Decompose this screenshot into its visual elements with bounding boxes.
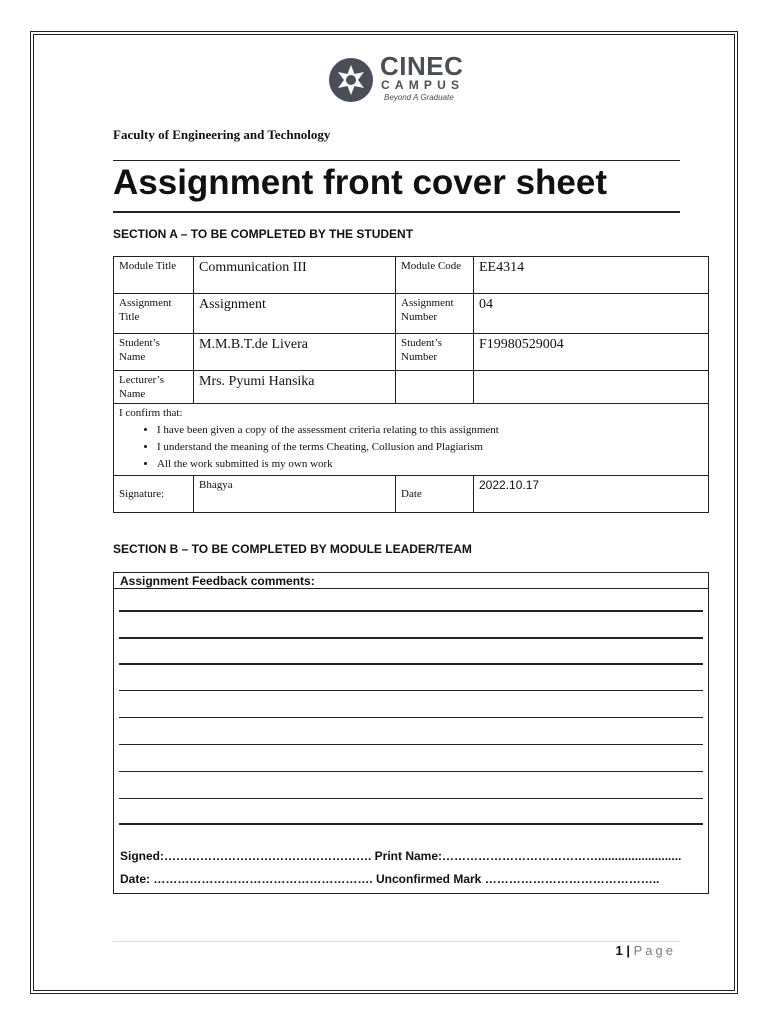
- confirm-item: • All the work submitted is my own work: [157, 456, 703, 473]
- feedback-box: [113, 572, 709, 894]
- date-label: Date: [396, 476, 474, 513]
- signature-label: Signature:: [114, 476, 194, 513]
- feedback-line: [119, 637, 703, 639]
- module-title-label: Module Title: [114, 257, 194, 294]
- logo-tagline: Beyond A Graduate: [384, 93, 454, 102]
- student-name-value: M.M.B.T.de Livera: [194, 334, 396, 371]
- feedback-line: [119, 771, 703, 772]
- page-word: Page: [633, 943, 676, 958]
- confirm-item: • I understand the meaning of the terms Cheating, Collusion and Plagiarism: [157, 439, 703, 456]
- empty-cell: [396, 371, 474, 404]
- assignment-title-value: Assignment: [194, 294, 396, 334]
- page-footer: [616, 943, 677, 958]
- cinec-star-icon: [328, 57, 374, 103]
- module-code-label: Module Code: [396, 257, 474, 294]
- student-name-label: Student’s Name: [114, 334, 194, 371]
- footer-rule: [113, 941, 680, 942]
- feedback-line: [119, 717, 703, 718]
- assignment-number-label: Assignment Number: [396, 294, 474, 334]
- feedback-line: [119, 744, 703, 745]
- cinec-logo: [328, 51, 468, 107]
- date-unconfirmed-mark-line: Date: ………………………………………………. Unconfirmed Mark ……………………………………..: [120, 872, 660, 886]
- confirmation-cell: [114, 404, 709, 476]
- feedback-line: [119, 798, 703, 799]
- module-code-value: EE4314: [474, 257, 709, 294]
- student-number-value: F19980529004: [474, 334, 709, 371]
- confirm-item: • I have been given a copy of the assessment criteria relating to this assignment: [157, 422, 703, 439]
- feedback-line: [119, 823, 703, 825]
- feedback-line: [119, 690, 703, 691]
- empty-cell: [474, 371, 709, 404]
- page-number: 1: [615, 943, 623, 958]
- confirm-intro: I confirm that:: [119, 407, 183, 419]
- signature-value: Bhagya: [194, 476, 396, 513]
- header-rule-top: [113, 160, 680, 161]
- logo-name: CINEC: [380, 51, 464, 81]
- feedback-heading-rule: [114, 588, 708, 589]
- assignment-title-label: Assignment Title: [114, 294, 194, 334]
- header-rule-bottom: [113, 211, 680, 213]
- student-info-table: [113, 256, 709, 513]
- section-a-heading: SECTION A – TO BE COMPLETED BY THE STUDENT: [113, 227, 414, 241]
- confirm-list: [119, 422, 703, 473]
- feedback-line: [119, 610, 703, 612]
- section-b-heading: SECTION B – TO BE COMPLETED BY MODULE LEADER/TEAM: [113, 542, 472, 556]
- feedback-heading: Assignment Feedback comments:: [120, 574, 315, 588]
- feedback-line: [119, 663, 703, 665]
- date-value: 2022.10.17: [474, 476, 709, 513]
- assignment-number-value: 04: [474, 294, 709, 334]
- page-separator: |: [626, 943, 630, 958]
- page-title: Assignment front cover sheet: [113, 163, 607, 202]
- faculty-name: Faculty of Engineering and Technology: [113, 127, 331, 142]
- student-number-label: Student’s Number: [396, 334, 474, 371]
- logo-sub: CAMPUS: [381, 78, 465, 92]
- lecturer-name-label: Lecturer’s Name: [114, 371, 194, 404]
- lecturer-name-value: Mrs. Pyumi Hansika: [194, 371, 396, 404]
- module-title-value: Communication III: [194, 257, 396, 294]
- signed-print-name-line: Signed:……………………………………………. Print Name:………………………………….........................: [120, 849, 682, 863]
